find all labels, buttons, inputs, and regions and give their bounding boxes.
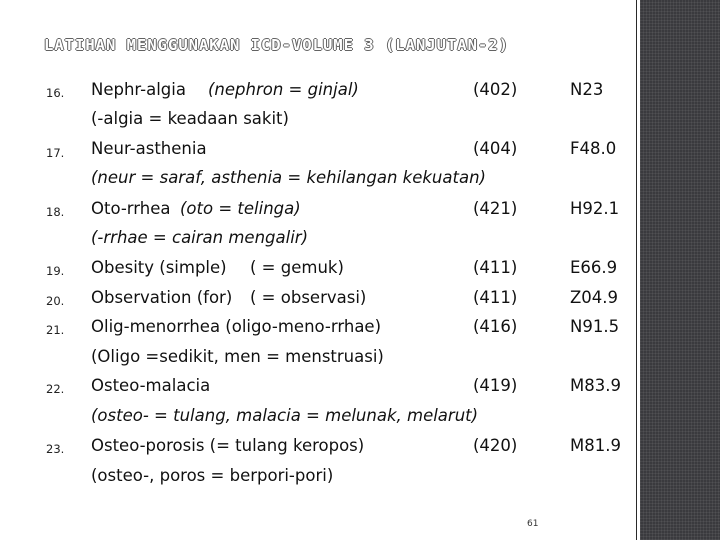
decorative-side-panel	[640, 0, 720, 540]
entry-ref: (416)	[473, 317, 518, 336]
slide-title: LATIHAN MENGGUNAKAN ICD-VOLUME 3 (LANJUTAN-2)	[44, 36, 509, 54]
entry-ref: (404)	[473, 139, 518, 158]
entry-number: 20.	[46, 294, 65, 308]
entry-term: Olig-menorrhea (oligo-meno-rrhae)	[91, 317, 382, 336]
entry-ref: (411)	[473, 288, 518, 307]
entry-number: 19.	[46, 264, 65, 278]
entry-code: Z04.9	[570, 288, 619, 307]
entry-code: N23	[570, 80, 604, 99]
entry-ref: (421)	[473, 199, 518, 218]
entry-number: 18.	[46, 205, 65, 219]
entry-ref: (419)	[473, 376, 518, 395]
entry-term: Osteo-malacia	[91, 376, 211, 395]
entry-number: 17.	[46, 146, 65, 160]
entry-ref: (420)	[473, 436, 518, 455]
entry-number: 23.	[46, 442, 65, 456]
page-number: 61	[527, 519, 539, 529]
entry-code: N91.5	[570, 317, 620, 336]
entry-code: M81.9	[570, 436, 621, 455]
entry-code: H92.1	[570, 199, 620, 218]
entry-note: (oto = telinga)	[180, 199, 301, 218]
entry-number: 21.	[46, 323, 65, 337]
entry-number: 16.	[46, 86, 65, 100]
entry-sub: (-algia = keadaan sakit)	[91, 109, 289, 128]
entry-ref: (411)	[473, 258, 518, 277]
entry-ref: (402)	[473, 80, 518, 99]
entry-sub: (-rrhae = cairan mengalir)	[91, 228, 309, 247]
entry-sub: (osteo- = tulang, malacia = melunak, melarut)	[91, 406, 479, 425]
entry-term: Oto-rrhea	[91, 199, 171, 218]
entry-number: 22.	[46, 382, 65, 396]
entry-term: Observation (for)	[91, 288, 233, 307]
entry-code: F48.0	[570, 139, 617, 158]
entry-sub: (neur = saraf, asthenia = kehilangan kekuatan)	[91, 168, 486, 187]
entry-term: Nephr-algia	[91, 80, 186, 99]
entry-code: M83.9	[570, 376, 621, 395]
entry-sub: (osteo-, poros = berpori-pori)	[91, 466, 334, 485]
entry-term: Obesity (simple)	[91, 258, 227, 277]
entry-note: ( = observasi)	[250, 288, 367, 307]
entry-note: (nephron = ginjal)	[208, 80, 359, 99]
entry-term: Osteo-porosis (= tulang keropos)	[91, 436, 365, 455]
right-divider	[636, 0, 637, 540]
entry-term: Neur-asthenia	[91, 139, 207, 158]
entry-code: E66.9	[570, 258, 618, 277]
entry-note: ( = gemuk)	[250, 258, 344, 277]
entry-sub: (Oligo =sedikit, men = menstruasi)	[91, 347, 384, 366]
